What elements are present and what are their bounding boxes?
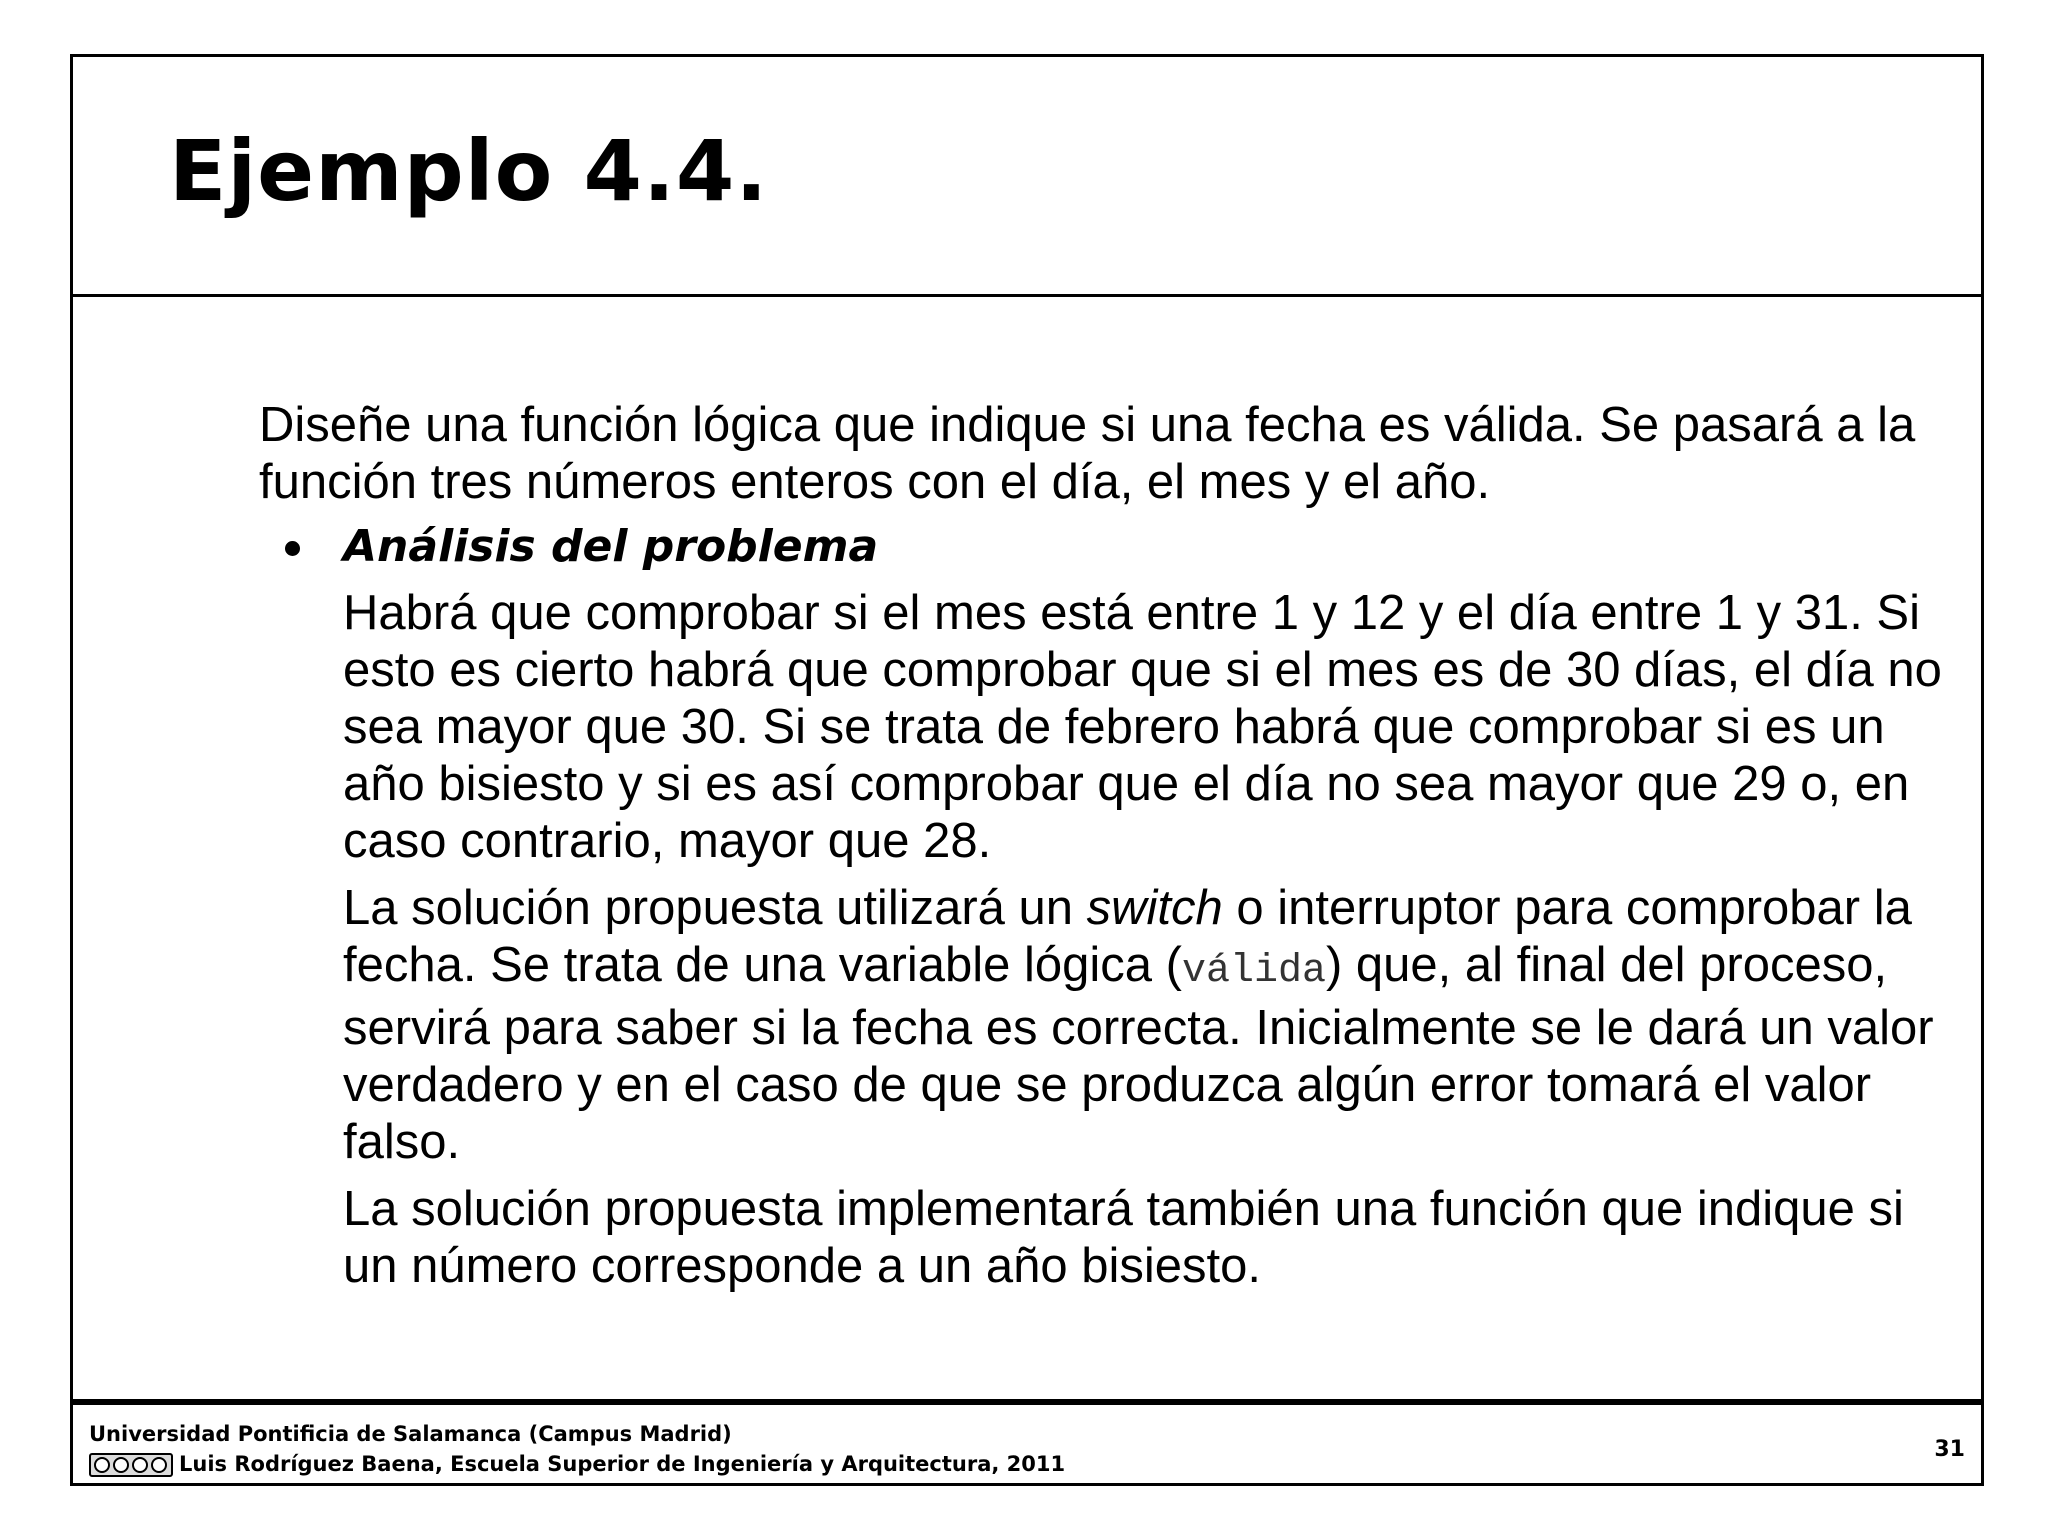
paragraph-2-text-3: ) que, al final del proceso, servirá para saber si la fecha es correcta. Inicialmente se le dará un valor verdadero y en el caso de que se produzca algún error tomará el valor falso. xyxy=(343,938,1934,1169)
analysis-paragraph-3: La solución propuesta implementará también una función que indique si un número corresponde a un año bisiesto. xyxy=(343,1182,1904,1293)
code-variable-valida: válida xyxy=(1181,949,1326,994)
section-heading: Análisis del problema xyxy=(343,521,879,572)
switch-term: switch xyxy=(1086,881,1223,935)
bullet-icon xyxy=(285,541,300,556)
footer-author-line xyxy=(89,1449,1065,1479)
footer xyxy=(89,1419,1065,1479)
creative-commons-by-nc-sa-icon xyxy=(89,1453,173,1477)
footer-author: Luis Rodríguez Baena, Escuela Superior de Ingeniería y Arquitectura, 2011 xyxy=(179,1452,1066,1476)
slide-title: Ejemplo 4.4. xyxy=(169,122,769,220)
analysis-paragraph-2 xyxy=(343,880,1943,1171)
footer-divider xyxy=(73,1399,1981,1405)
intro-paragraph: Diseñe una función lógica que indique si una fecha es válida. Se pasará a la función tres números enteros con el día, el mes y el año. xyxy=(259,398,1916,509)
page-number: 31 xyxy=(1934,1437,1965,1462)
paragraph-2-text-1: La solución propuesta utilizará un xyxy=(343,881,1087,935)
title-area xyxy=(73,57,1981,297)
slide-frame xyxy=(70,54,1984,1486)
slide-content xyxy=(259,397,1942,1295)
paragraph-2-text-2: o interruptor para comprobar la fecha. Se trata de una variable lógica ( xyxy=(343,881,1912,992)
footer-institution: Universidad Pontificia de Salamanca (Campus Madrid) xyxy=(89,1422,732,1446)
analysis-paragraph-1: Habrá que comprobar si el mes está entre 1 y 12 y el día entre 1 y 31. Si esto es cierto habrá que comprobar que si el mes es de 30 días, el día no sea mayor que 30. Si se trata de febrero habrá que comprobar si es un año bisiesto y si es así comprobar que el día no sea mayor que 29 o, en caso contrario, mayor que 28. xyxy=(343,586,1942,868)
bullet-item-analysis xyxy=(259,517,1939,577)
